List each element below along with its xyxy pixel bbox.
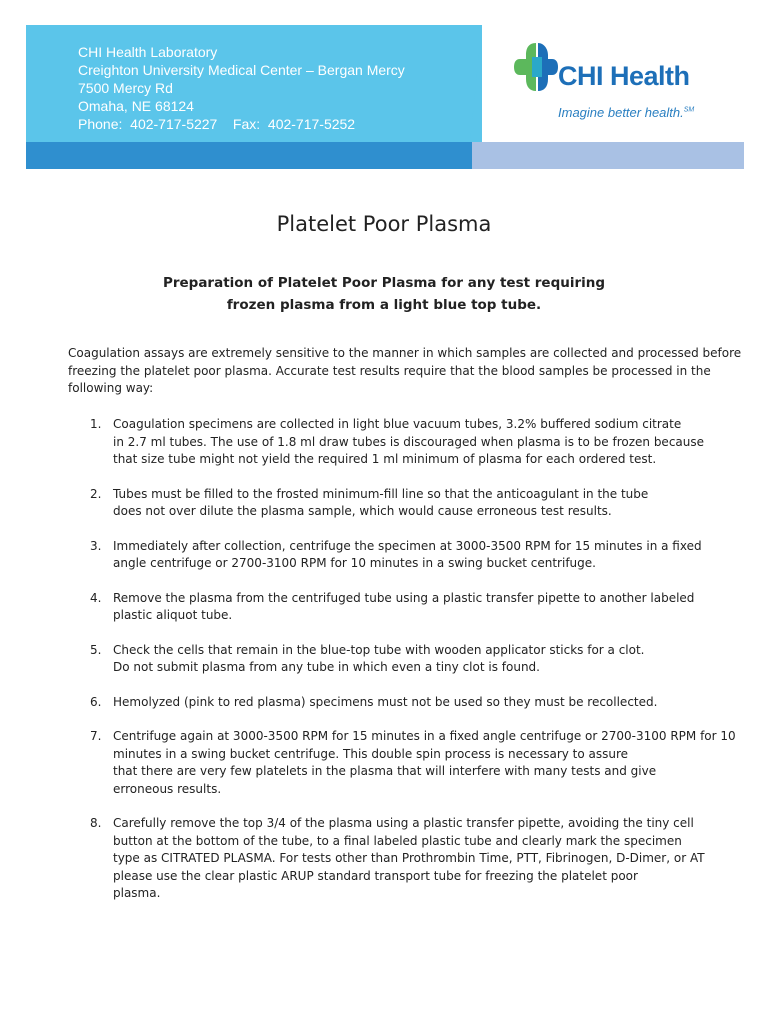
subtitle-line: frozen plasma from a light blue top tube. bbox=[226, 297, 542, 313]
logo-tagline-text: Imagine better health. bbox=[558, 105, 684, 120]
page-title: Platelet Poor Plasma bbox=[276, 212, 492, 236]
step-line: Do not submit plasma from any tube in which even a tiny clot is found. bbox=[113, 660, 540, 674]
step-line: type as CITRATED PLASMA. For tests other than Prothrombin Time, PTT, Fibrinogen, D-Dimer, or AT bbox=[113, 851, 705, 865]
step-number: 4. bbox=[90, 590, 102, 605]
step-line: minutes in a swing bucket centrifuge. This double spin process is necessary to assure bbox=[113, 746, 629, 761]
step-number: 6. bbox=[90, 694, 102, 709]
step-number: 5. bbox=[90, 642, 102, 657]
list-item bbox=[68, 416, 708, 469]
step-number: 2. bbox=[90, 486, 102, 501]
step-line: in 2.7 ml tubes. The use of 1.8 ml draw tubes is discouraged when plasma is to be frozen because bbox=[113, 434, 705, 449]
step-line: Tubes must be filled to the frosted minimum-fill line so that the anticoagulant in the tube bbox=[113, 486, 649, 501]
intro-paragraph bbox=[68, 345, 742, 398]
chi-cross-icon bbox=[514, 41, 558, 93]
intro-line: following way: bbox=[68, 381, 154, 395]
step-line: Immediately after collection, centrifuge the specimen at 3000-3500 RPM for 15 minutes in a fixed bbox=[113, 538, 702, 553]
header-band-pale bbox=[472, 142, 744, 169]
step-line: angle centrifuge or 2700-3100 RPM for 10 minutes in a swing bucket centrifuge. bbox=[113, 556, 596, 570]
address-line: 7500 Mercy Rd bbox=[78, 80, 173, 96]
logo-wordmark: CHI Health bbox=[558, 61, 690, 91]
list-item bbox=[68, 694, 708, 712]
subtitle-line: Preparation of Platelet Poor Plasma for any test requiring bbox=[162, 275, 606, 291]
step-line: please use the clear plastic ARUP standard transport tube for freezing the platelet poor bbox=[113, 868, 638, 883]
step-line: button at the bottom of the tube, to a final labeled plastic tube and clearly mark the specimen bbox=[113, 833, 682, 848]
list-item bbox=[68, 590, 708, 625]
procedure-steps bbox=[68, 416, 736, 920]
step-line: Remove the plasma from the centrifuged tube using a plastic transfer pipette to another labeled bbox=[113, 590, 695, 605]
step-line: plasma. bbox=[113, 886, 161, 900]
step-number: 8. bbox=[90, 816, 102, 830]
step-number: 1. bbox=[90, 417, 102, 431]
header-band-light-edge bbox=[470, 25, 482, 142]
chi-health-logo bbox=[514, 41, 734, 131]
page-subtitle bbox=[0, 272, 768, 316]
header-band-dark bbox=[26, 142, 482, 169]
list-item bbox=[68, 728, 736, 798]
step-line: Centrifuge again at 3000-3500 RPM for 15 minutes in a fixed angle centrifuge or 2700-3100 RPM for 10 bbox=[113, 729, 736, 743]
list-item bbox=[68, 538, 708, 573]
step-line: that there are very few platelets in the plasma that will interfere with many tests and give bbox=[113, 764, 657, 778]
lab-address bbox=[78, 43, 405, 133]
list-item bbox=[68, 815, 708, 903]
logo-tagline bbox=[558, 105, 694, 120]
step-line: does not over dilute the plasma sample, which would cause erroneous test results. bbox=[113, 504, 612, 518]
step-line: Check the cells that remain in the blue-top tube with wooden applicator sticks for a clot. bbox=[113, 642, 645, 657]
service-mark: SM bbox=[683, 106, 695, 114]
step-line: Hemolyzed (pink to red plasma) specimens must not be used so they must be recollected. bbox=[113, 694, 658, 709]
step-number: 7. bbox=[90, 729, 102, 743]
intro-line: freezing the platelet poor plasma. Accurate test results require that the blood samples be processed in the bbox=[68, 363, 711, 378]
intro-line: Coagulation assays are extremely sensitive to the manner in which samples are collected and processed before bbox=[68, 346, 742, 360]
letterhead bbox=[26, 25, 744, 169]
step-line: Carefully remove the top 3/4 of the plasma using a plastic transfer pipette, avoiding the tiny cell bbox=[113, 816, 694, 830]
step-number: 3. bbox=[90, 538, 102, 553]
step-line: that size tube might not yield the required 1 ml minimum of plasma for each ordered test. bbox=[113, 452, 657, 466]
address-line: Creighton University Medical Center – Bergan Mercy bbox=[78, 62, 405, 78]
list-item bbox=[68, 486, 708, 521]
address-line: Phone: 402-717-5227 Fax: 402-717-5252 bbox=[78, 116, 356, 132]
address-line: Omaha, NE 68124 bbox=[78, 98, 194, 114]
step-line: erroneous results. bbox=[113, 781, 222, 796]
step-line: Coagulation specimens are collected in light blue vacuum tubes, 3.2% buffered sodium citrate bbox=[113, 417, 682, 431]
address-line: CHI Health Laboratory bbox=[78, 44, 218, 60]
step-line: plastic aliquot tube. bbox=[113, 608, 233, 622]
list-item bbox=[68, 642, 708, 677]
